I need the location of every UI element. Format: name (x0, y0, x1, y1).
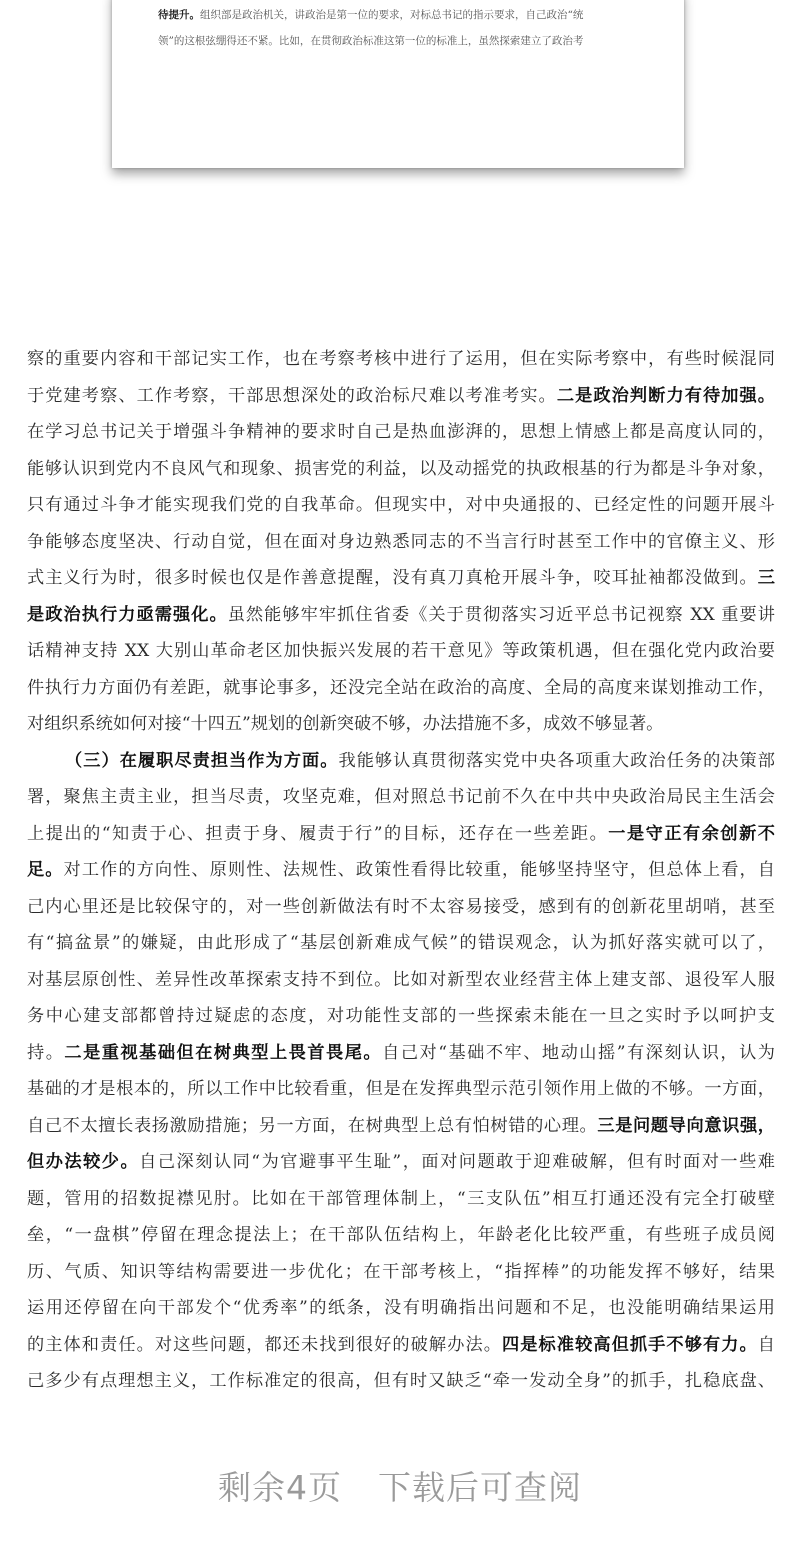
paragraph-line: 己多少有点理想主义，工作标准定的很高，但有时又缺乏“牵一发动全身”的抓手，扎稳底盘、 (27, 1371, 775, 1391)
preview-text (158, 2, 648, 54)
paragraph-line: 署，聚焦主责主业，担当尽责，攻坚克难，但对照总书记前不久在中共中央政治局民主生活会 (27, 787, 775, 807)
paragraph-line: 务中心建支部都曾持过疑虑的态度，对功能性支部的一些探索未能在一旦之实时予以呵护支 (27, 1006, 775, 1026)
remaining-pages-label: 剩余4页 (218, 1468, 342, 1507)
download-to-view-label: 下载后可查阅 (378, 1468, 582, 1507)
paragraph-line (27, 1035, 775, 1072)
paragraph-line (27, 743, 775, 780)
bold-heading: 但办法较少。 (27, 1152, 140, 1172)
line-text: 我能够认真贯彻落实党中央各项重大政治任务的决策部 (338, 750, 775, 771)
paragraph-line (27, 597, 775, 634)
line-text: 自己不太擅长表扬激励措施；另一方面，在树典型上总有怕树错的心理。 (27, 1115, 598, 1136)
paragraph-line: 争能够态度坚决、行动自觉，但在面对身边熟悉同志的不当言行时甚至工作中的官僚主义、形 (27, 531, 775, 552)
paragraph-line: 察的重要内容和干部记实工作，也在考察考核中进行了运用，但在实际考察中，有些时候混同 (27, 349, 775, 369)
line-text: 自己深刻认同“为官避事平生耻”，面对问题敢于迎难破解，但有时面对一些难 (139, 1152, 775, 1172)
line-text: 自 (757, 1334, 775, 1355)
paragraph-line: 件执行力方面仍有差距，就事论事多，还没完全站在政治的高度、全局的高度来谋划推动工作， (27, 677, 775, 698)
paragraph-line: 有“搞盆景”的嫌疑，由此形成了“基层创新难成气候”的错误观念，认为抓好落实就可以了， (27, 933, 775, 953)
download-prompt[interactable] (0, 1462, 800, 1509)
section-heading: （三）在履职尽责担当作为方面。 (65, 750, 339, 771)
line-text: 对工作的方向性、原则性、法规性、政策性看得比较重，能够坚持坚守，但总体上看，自 (63, 860, 775, 880)
preview-line: 领”的这根弦绷得还不紧。比如，在贯彻政治标准这第一位的标准上，虽然探索建立了政治考 (158, 35, 584, 47)
paragraph-line: 话精神支持 XX 大别山革命老区加快振兴发展的若干意见》等政策机遇，但在强化党内政治要 (27, 641, 775, 661)
paragraph-line: 垒，“一盘棋”停留在理念提法上；在干部队伍结构上，年龄老化比较严重，有些班子成员阅 (27, 1225, 775, 1245)
line-text: 自己对“基础不牢、地动山摇”有深刻认识，认为 (382, 1042, 775, 1063)
bold-heading: 二是重视基础但在树典型上畏首畏尾。 (64, 1042, 383, 1063)
line-text: 式主义行为时，很多时候也仅是作善意提醒，没有真刀真枪开展斗争，咬耳扯袖都没做到。 (27, 568, 758, 588)
paragraph-line: 对组织系统如何对接“十四五”规划的创新突破不够，办法措施不多，成效不够显著。 (27, 714, 664, 734)
bold-heading: 四是标准较高但抓手不够有力。 (502, 1334, 758, 1355)
preview-bold-heading: 待提升。 (158, 9, 200, 21)
paragraph-line (27, 1108, 775, 1145)
paragraph-line: 在学习总书记关于增强斗争精神的要求时自己是热血澎湃的，思想上情感上都是高度认同的， (27, 422, 775, 442)
paragraph-line (27, 816, 775, 853)
paragraph-line (27, 1327, 775, 1364)
paragraph-line: 题，管用的招数捉襟见肘。比如在干部管理体制上，“三支队伍”相互打通还没有完全打破壁 (27, 1188, 775, 1209)
bold-heading: 二是政治判断力有待加强。 (556, 385, 775, 406)
paragraph-line: 己内心里还是比较保守的，对一些创新做法有时不太容易接受，感到有的创新花里胡哨，甚至 (27, 896, 775, 917)
paragraph-line (27, 1144, 775, 1181)
document-body (27, 341, 775, 1400)
bold-heading: 足。 (27, 860, 64, 880)
bold-heading: 三 (757, 568, 775, 588)
line-text: 于党建考察、工作考察，干部思想深处的政治标尺难以考准考实。 (27, 385, 557, 406)
paragraph-line: 运用还停留在向干部发个“优秀率”的纸条，没有明确指出问题和不足，也没能明确结果运用 (27, 1298, 775, 1318)
bold-heading: 一是守正有余创新不 (608, 823, 775, 844)
bold-heading: 是政治执行力亟需强化。 (27, 604, 228, 625)
preview-line (158, 2, 648, 28)
bold-heading: 三是问题导向意识强， (597, 1115, 775, 1136)
paragraph-line: 只有通过斗争才能实现我们党的自我革命。但现实中，对中央通报的、已经定性的问题开展斗 (27, 495, 775, 515)
paragraph-line (27, 378, 775, 415)
line-text: 的主体和责任。对这些问题，都还未找到很好的破解办法。 (27, 1334, 502, 1355)
paragraph-line: 历、气质、知识等结构需要进一步优化；在干部考核上，“指挥棒”的功能发挥不够好，结果 (27, 1261, 775, 1282)
line-text: 虽然能够牢牢抓住省委《关于贯彻落实习近平总书记视察 XX 重要讲 (227, 604, 775, 625)
paragraph-line: 能够认识到党内不良风气和现象、损害党的利益，以及动摇党的执政根基的行为都是斗争对象， (27, 458, 775, 479)
line-text: 上提出的“知责于心、担责于身、履责于行”的目标，还存在一些差距。 (27, 823, 609, 844)
page-preview-card (112, 0, 684, 168)
paragraph-line: 基础的才是根本的，所以工作中比较看重，但是在发挥典型示范引领作用上做的不够。一方面， (27, 1079, 775, 1099)
paragraph-line: 对基层原创性、差异性改革探索支持不到位。比如对新型农业经营主体上建支部、退役军人服 (27, 969, 775, 990)
preview-line-text: 组织部是政治机关，讲政治是第一位的要求，对标总书记的指示要求，自己政治“统 (200, 9, 584, 21)
paragraph-line (27, 852, 775, 889)
line-text: 持。 (27, 1042, 65, 1063)
paragraph-line (27, 560, 775, 597)
